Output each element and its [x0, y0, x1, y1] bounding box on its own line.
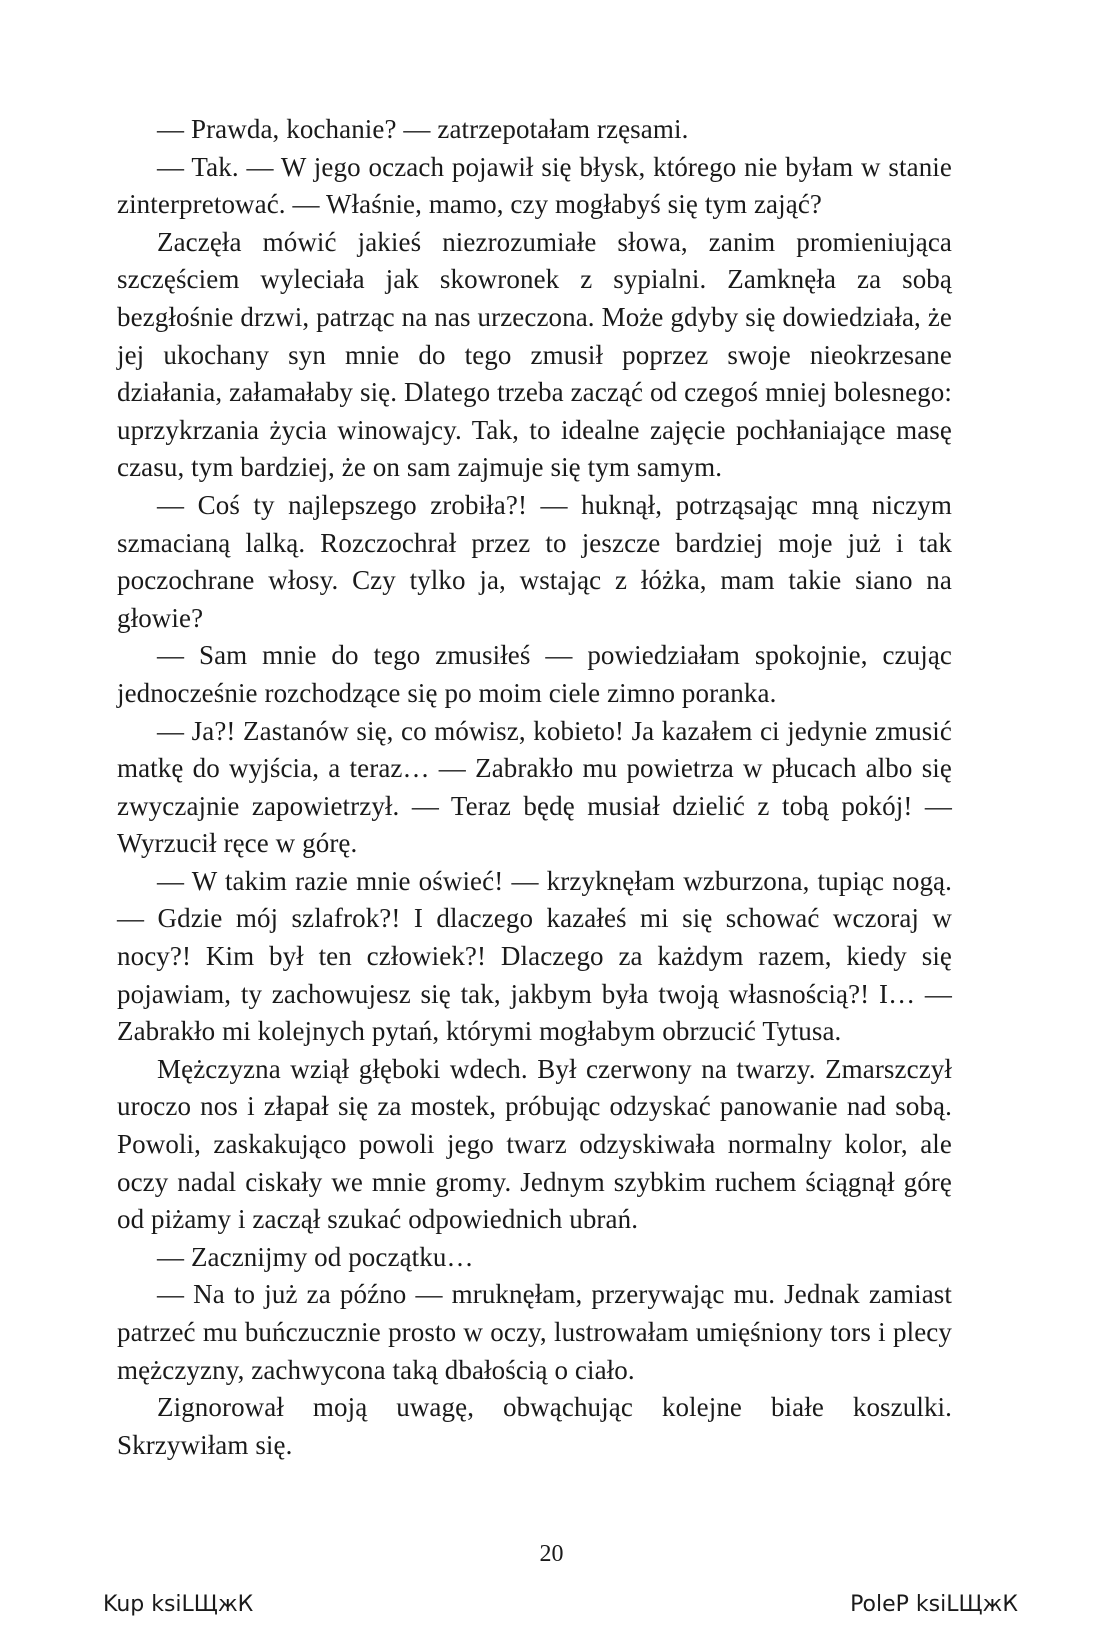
paragraph: — Ja?! Zastanów się, co mówisz, kobieto! Ja kazałem ci jedynie zmusić matkę do wyjścia, a teraz… — Zabrakło mu powietrza w płucach albo się zwyczajnie zapowietrzył. — Teraz będę musiał dzielić z tobą pokój! — Wyrzucił ręce w górę.: [117, 715, 952, 859]
paragraph: — Tak. — W jego oczach pojawił się błysk, którego nie byłam w stanie zinterpretować. — Właśnie, mamo, czy mogłabyś się tym zająć?: [117, 151, 952, 220]
paragraph: Zignorował moją uwagę, obwąchując kolejne białe koszulki. Skrzywiłam się.: [117, 1392, 952, 1460]
buy-book-link[interactable]: Kup ksiLЩжК: [103, 1592, 254, 1617]
paragraph: — Sam mnie do tego zmusiłeś — powiedziałam spokojnie, czując jednocześnie rozchodzące się po moim ciele zimno poranka.: [117, 640, 952, 708]
paragraph: — Prawda, kochanie? — zatrzepotałam rzęsami.: [157, 114, 689, 144]
body-text: [117, 111, 952, 1464]
paragraph: — Coś ty najlepszego zrobiła?! — huknął, potrząsając mną niczym szmacianą lalką. Rozczochrał przez to jeszcze bardziej moje już i tak poczochrane włosy. Czy tylko ja, wstając z łóżka, mam takie siano na głowie?: [117, 489, 952, 633]
page-number: 20: [539, 1541, 564, 1567]
paragraph: — W takim razie mnie oświeć! — krzyknęłam wzburzona, tupiąc nogą. — Gdzie mój szlafrok?! I dlaczego kazałeś mi się schować wczoraj w nocy?! Kim był ten człowiek?! Dlaczego za każdym razem, kiedy się pojawiam, ty zachowujesz się tak, jakbym była twoją własnością?! I… — Zabrakło mi kolejnych pytań, którymi mogłabym obrzucić Tytusa.: [117, 865, 952, 1047]
paragraph: Mężczyzna wziął głęboki wdech. Był czerwony na twarzy. Zmarszczył uroczo nos i złapał się za mostek, próbując odzyskać panowanie nad sobą. Powoli, zaskakująco powoli jego twarz odzyskiwała normalny kolor, ale oczy nadal ciskały we mnie gromy. Jednym szybkim ruchem ściągnął górę od piżamy i zaczął szukać odpowiednich ubrań.: [117, 1053, 952, 1235]
paragraph: Zaczęła mówić jakieś niezrozumiałe słowa, zanim promieniująca szczęściem wyleciała jak skowronek z sypialni. Zamknęła za sobą bezgłośnie drzwi, patrząc na nas urzeczona. Może gdyby się dowiedziała, że jej ukochany syn mnie do tego zmusił poprzez swoje nieokrzesane działania, załamałaby się. Dlatego trzeba zacząć od czegoś mniej bolesnego: uprzykrzania życia winowajcy. Tak, to idealne zajęcie pochłaniające masę czasu, tym bardziej, że on sam zajmuje się tym samym.: [117, 226, 952, 483]
paragraph: — Zacznijmy od początku…: [157, 1241, 474, 1272]
paragraph: — Na to już za późno — mruknęłam, przerywając mu. Jednak zamiast patrzeć mu buńczucznie prosto w oczy, lustrowałam umięśniony tors i plecy mężczyzny, zachwycona taką dbałością o ciało.: [117, 1279, 952, 1385]
recommend-book-link[interactable]: PoleP ksiLЩжК: [850, 1592, 1018, 1617]
